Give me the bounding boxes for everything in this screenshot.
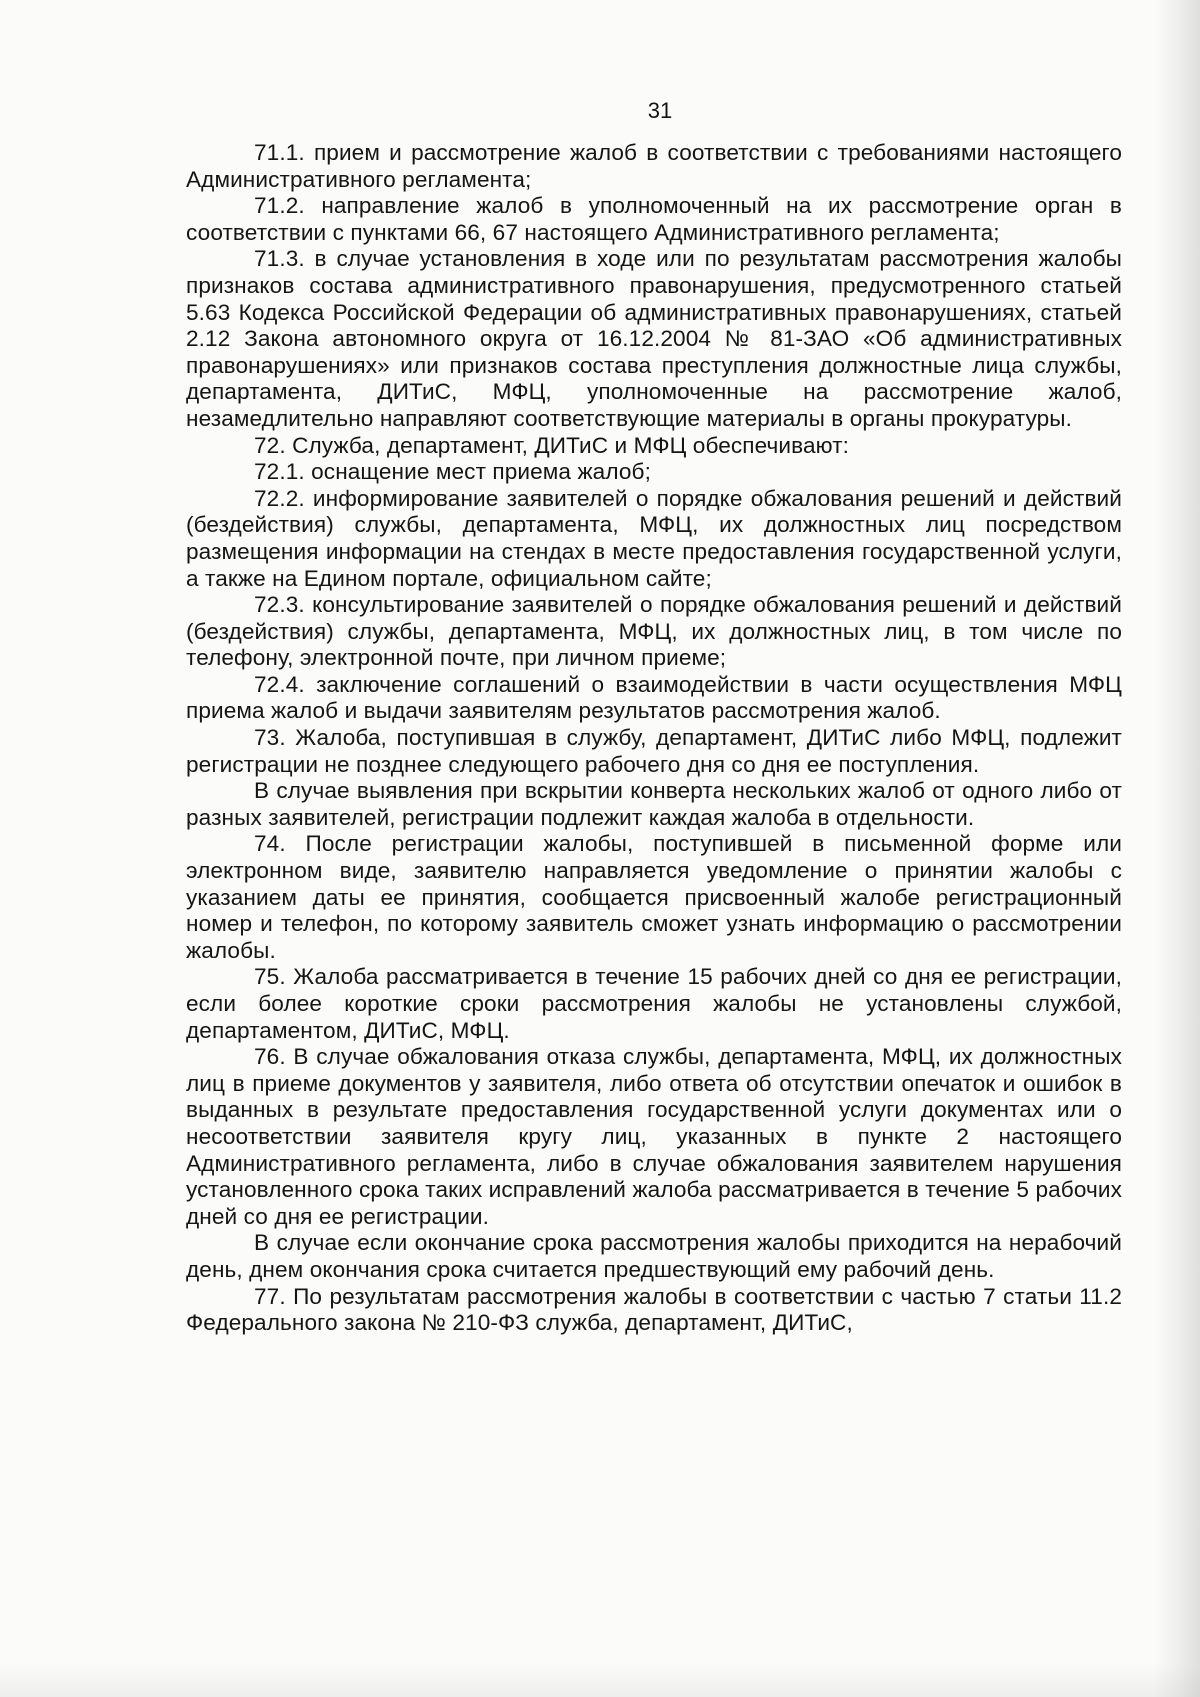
paragraph-74: 74. После регистрации жалобы, поступившей в письменной форме или электронном виде, заявителю направляется уведомление о принятии жалобы с указанием даты ее принятия, сообщается присвоенный жалобе регистрационный номер и телефон, по которому заявитель сможет узнать информацию о рассмотрении жалобы. [186,831,1122,963]
paragraph-71-1: 71.1. прием и рассмотрение жалоб в соответствии с требованиями настоящего Административного регламента; [186,140,1122,192]
paragraph-75: 75. Жалоба рассматривается в течение 15 рабочих дней со дня ее регистрации, если более короткие сроки рассмотрения жалобы не установлены службой, департаментом, ДИТиС, МФЦ. [186,964,1122,1043]
paragraph-72-4: 72.4. заключение соглашений о взаимодействии в части осуществления МФЦ приема жалоб и выдачи заявителям результатов рассмотрения жалоб. [186,671,1122,724]
paragraph-71-3: 71.3. в случае установления в ходе или по результатам рассмотрения жалобы признаков состава административного правонарушения, предусмотренного статьей 5.63 Кодекса Российской Федерации об административных правонарушениях, статьей 2.12 Закона автономного округа от 16.12.2004 № 81-ЗАО «Об административных правонарушениях» или признаков состава преступления должностные лица службы, департамента, ДИТиС, МФЦ, уполномоченные на рассмотрение жалоб, незамедлительно направляют соответствующие материалы в органы прокуратуры. [186,246,1122,431]
paragraph-72-2: 72.2. информирование заявителей о порядке обжалования решений и действий (бездействия) службы, департамента, МФЦ, их должностных лиц посредством размещения информации на стендах в месте предоставления государственной услуги, а также на Едином портале, официальном сайте; [186,485,1122,591]
paragraph-72: 72. Служба, департамент, ДИТиС и МФЦ обеспечивают: [254,432,850,458]
paragraph-77: 77. По результатам рассмотрения жалобы в соответствии с частью 7 статьи 11.2 Федерального закона № 210-ФЗ служба, департамент, ДИТиС, [186,1283,1122,1336]
paragraph-72-3: 72.3. консультирование заявителей о порядке обжалования решений и действий (бездействия) службы, департамента, МФЦ, их должностных лиц, в том числе по телефону, электронной почте, при личном приеме; [186,592,1122,671]
paragraph-73-note: В случае выявления при вскрытии конверта нескольких жалоб от одного либо от разных заявителей, регистрации подлежит каждая жалоба в отдельности. [186,778,1122,830]
paragraph-73: 73. Жалоба, поступившая в службу, департамент, ДИТиС либо МФЦ, подлежит регистрации не позднее следующего рабочего дня со дня ее поступления. [186,725,1122,777]
scan-shadow-right [1154,0,1200,1697]
paragraph-76-note: В случае если окончание срока рассмотрения жалобы приходится на нерабочий день, днем окончания срока считается предшествующий ему рабочий день. [186,1230,1122,1282]
scan-shadow-bottom [0,1663,1200,1697]
paragraph-71-2: 71.2. направление жалоб в уполномоченный на их рассмотрение орган в соответствии с пунктами 66, 67 настоящего Административного регламента; [186,193,1122,245]
paragraph-76: 76. В случае обжалования отказа службы, департамента, МФЦ, их должностных лиц в приеме документов у заявителя, либо ответа об отсутствии опечаток и ошибок в выданных в результате предоставления государственной услуги документах или о несоответствии заявителя кругу лиц, указанных в пункте 2 настоящего Административного регламента, либо в случае обжалования заявителем нарушения установленного срока таких исправлений жалоба рассматривается в течение 5 рабочих дней со дня ее регистрации. [186,1044,1122,1229]
document-body [186,140,1122,1337]
page-number: 31 [647,98,673,123]
paragraph-72-1: 72.1. оснащение мест приема жалоб; [254,459,651,485]
